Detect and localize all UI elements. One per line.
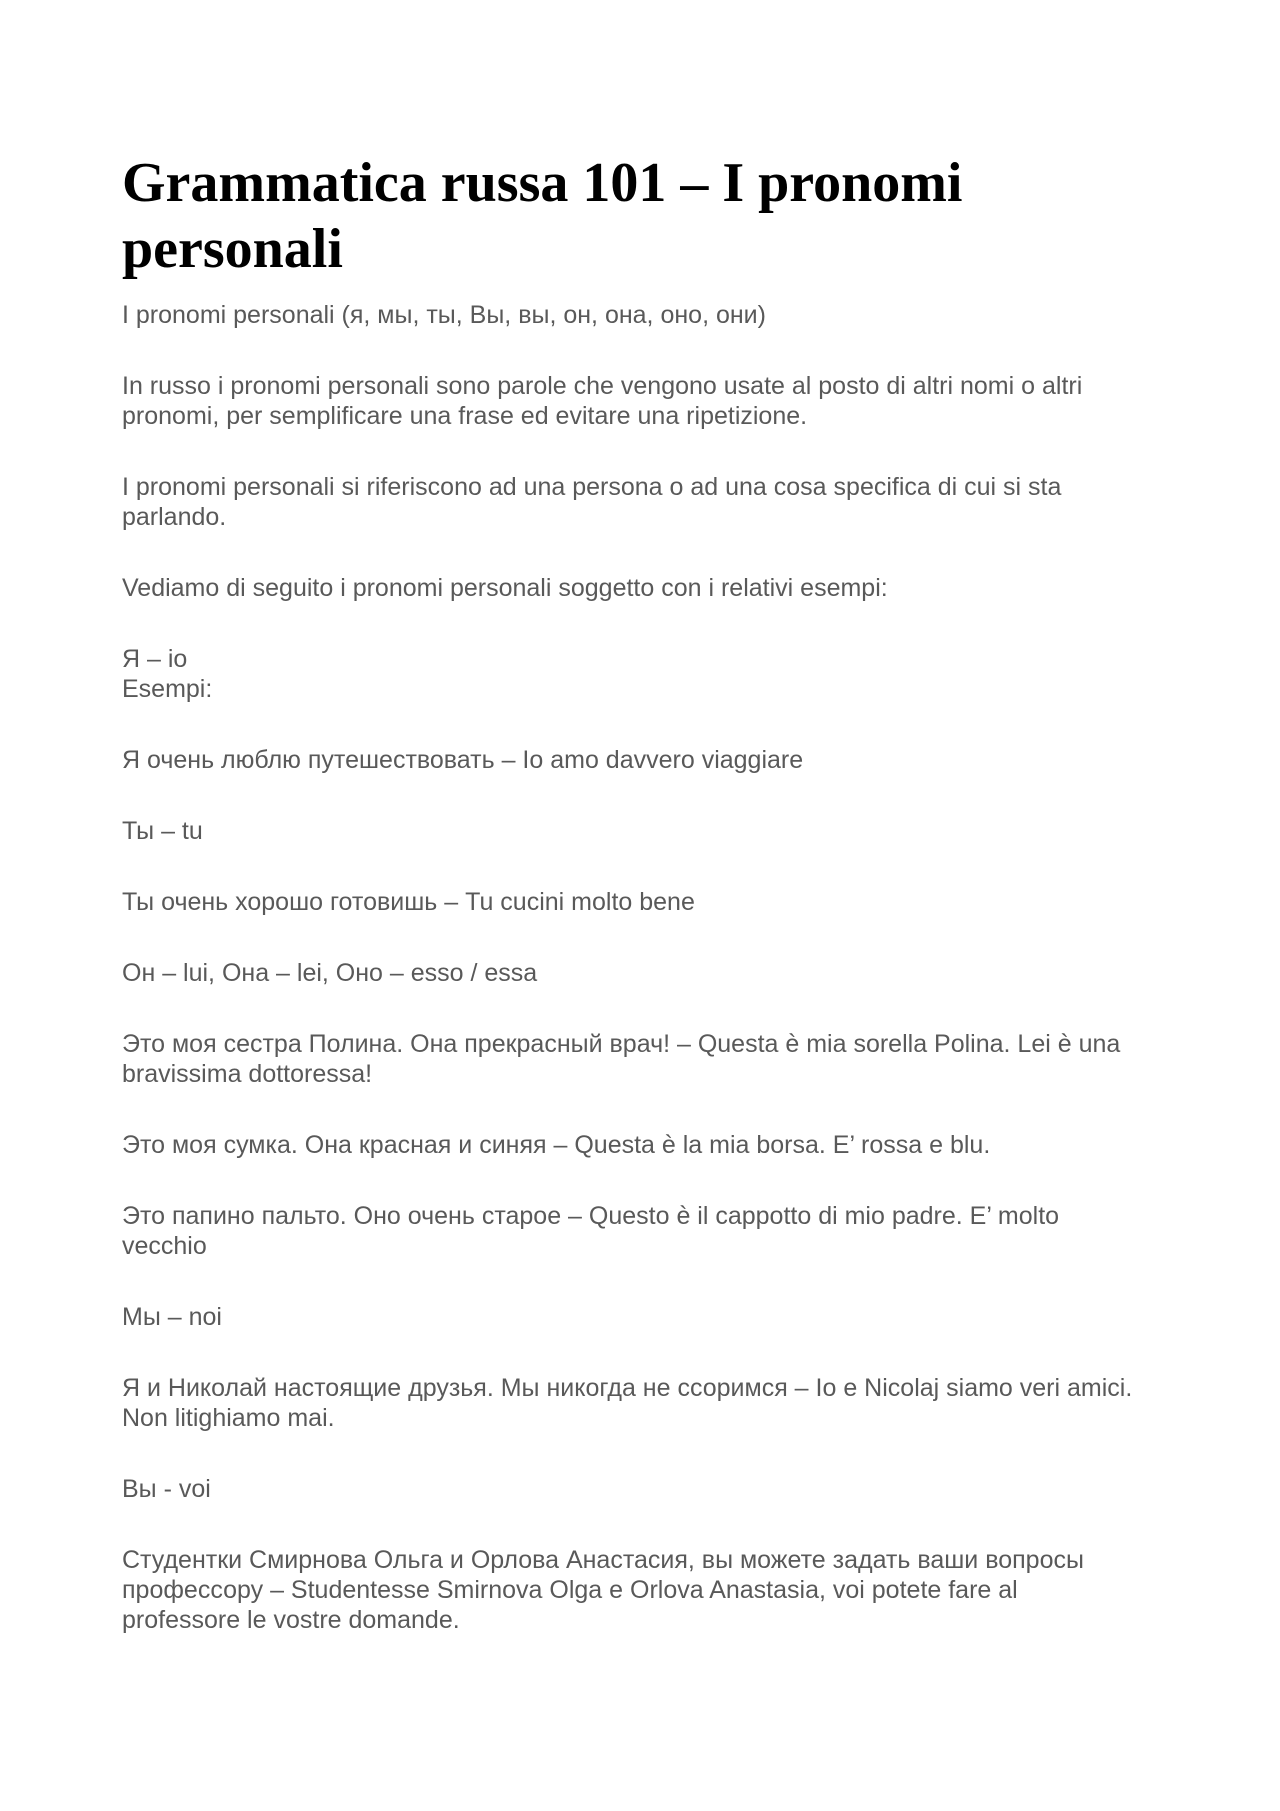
pronoun-ty-heading: Ты – tu	[122, 817, 203, 845]
pronoun-vy-heading: Вы - voi	[122, 1475, 211, 1503]
examples-label: Esempi:	[122, 675, 213, 703]
subtitle: I pronomi personali (я, мы, ты, Вы, вы, он, она, оно, они)	[122, 301, 766, 329]
pronoun-my-heading: Мы – noi	[122, 1303, 222, 1331]
pronoun-ya-heading: Я – io	[122, 645, 188, 673]
pronoun-block-ya	[122, 644, 1142, 704]
example-ona-bag: Это моя сумка. Она красная и синяя – Questa è la mia borsa. E’ rossa e blu.	[122, 1131, 991, 1159]
page-title: Grammatica russa 101 – I pronomi personali	[122, 152, 963, 280]
paragraph-definition: I pronomi personali si riferiscono ad una persona o ad una cosa specifica di cui si sta parlando.	[122, 473, 1062, 531]
document-page	[122, 150, 1142, 1635]
example-ya: Я очень люблю путешествовать – Io amo davvero viaggiare	[122, 746, 804, 774]
example-ona-sister: Это моя сестра Полина. Она прекрасный врач! – Questa è mia sorella Polina. Lei è una bravissima dottoressa!	[122, 1030, 1121, 1088]
example-ty: Ты очень хорошо готовишь – Tu cucini molto bene	[122, 888, 695, 916]
example-ono-coat: Это папино пальто. Оно очень старое – Questo è il cappotto di mio padre. E’ molto vecchio	[122, 1202, 1060, 1260]
example-my: Я и Николай настоящие друзья. Мы никогда не ссоримся – Io e Nicolaj siamo veri amici. Non litighiamo mai.	[122, 1374, 1133, 1432]
pronoun-on-ona-ono-heading: Он – lui, Она – lei, Оно – esso / essa	[122, 959, 538, 987]
paragraph-examples-intro: Vediamo di seguito i pronomi personali soggetto con i relativi esempi:	[122, 574, 888, 602]
paragraph-intro: In russo i pronomi personali sono parole che vengono usate al posto di altri nomi o altri pronomi, per semplificare una frase ed evitare una ripetizione.	[122, 372, 1083, 430]
example-vy: Студентки Смирнова Ольга и Орлова Анастасия, вы можете задать ваши вопросы профессору – Studentesse Smirnova Olga e Orlova Anastasia, voi potete fare al professore le vostre domande.	[122, 1546, 1084, 1634]
